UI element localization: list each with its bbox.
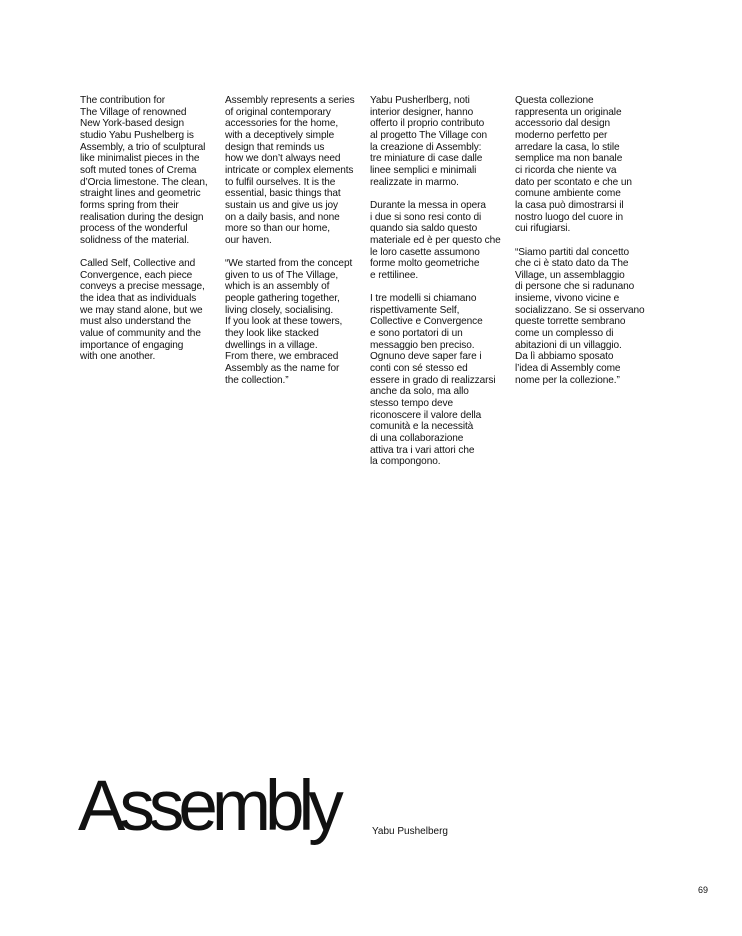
paragraph: “We started from the concept given to us of The Village, which is an assembly of people gathering together, living closely, socialising. If you look at these towers, they look like stacked dwellings in a village. From there, we embraced Assembly as the name for the collection.” bbox=[225, 258, 353, 386]
author-credit: Yabu Pushelberg bbox=[372, 826, 448, 837]
paragraph: Called Self, Collective and Convergence, each piece conveys a precise message, the idea that as individuals we may stand alone, but we must also understand the value of community and the importance of engaging with one another. bbox=[80, 258, 205, 363]
page-number: 69 bbox=[698, 885, 709, 895]
paragraph: Questa collezione rappresenta un originale accessorio dal design moderno perfetto per arredare la casa, lo stile semplice ma non banale ci ricorda che niente va dato per scontato e che un comune ambiente come la casa può dimostrarsi il nostro luogo del cuore in cui rifugiarsi. bbox=[515, 95, 632, 235]
paragraph: “Siamo partiti dal concetto che ci è stato dato da The Village, un assemblaggio di persone che si radunano insieme, vivono vicine e socializzano. Se si osservano queste torrette sembrano come un complesso di abitazioni di un villaggio. Da lì abbiamo sposato l’idea di Assembly come nome per la collezione.” bbox=[515, 246, 645, 386]
text-column-2 bbox=[225, 95, 365, 398]
text-column-3 bbox=[370, 95, 510, 480]
page-title: Assembly bbox=[78, 767, 338, 846]
text-column-4 bbox=[515, 95, 655, 398]
paragraph: Assembly represents a series of original contemporary accessories for the home, with a deceptively simple design that reminds us how we don’t always need intricate or complex elements to fulfil ourselves. It is the essential, basic things that sustain us and give us joy on a daily basis, and none more so than our home, our haven. bbox=[225, 95, 355, 246]
paragraph: Durante la messa in opera i due si sono resi conto di quando sia saldo questo materiale ed è per questo che le loro casette assumono forme molto geometriche e rettilinee. bbox=[370, 199, 501, 281]
paragraph: I tre modelli si chiamano rispettivamente Self, Collective e Convergence e sono portatori di un messaggio ben preciso. Ognuno deve saper fare i conti con sé stesso ed essere in grado di realizzarsi anche da solo, ma allo stesso tempo deve riconoscere il valore della comunità e la necessità di una collaborazione attiva tra i vari attori che la compongono. bbox=[370, 293, 496, 468]
paragraph: The contribution for The Village of renowned New York-based design studio Yabu Pushelberg is Assembly, a trio of sculptural like minimalist pieces in the soft muted tones of Crema d’Orcia limestone. The clean, straight lines and geometric forms spring from their realisation during the design process of the wonderful solidness of the material. bbox=[80, 95, 208, 246]
text-column-1 bbox=[80, 95, 220, 375]
paragraph: Yabu Pusherlberg, noti interior designer, hanno offerto il proprio contributo al progetto The Village con la creazione di Assembly: tre miniature di case dalle linee semplici e minimali realizzate in marmo. bbox=[370, 95, 488, 188]
